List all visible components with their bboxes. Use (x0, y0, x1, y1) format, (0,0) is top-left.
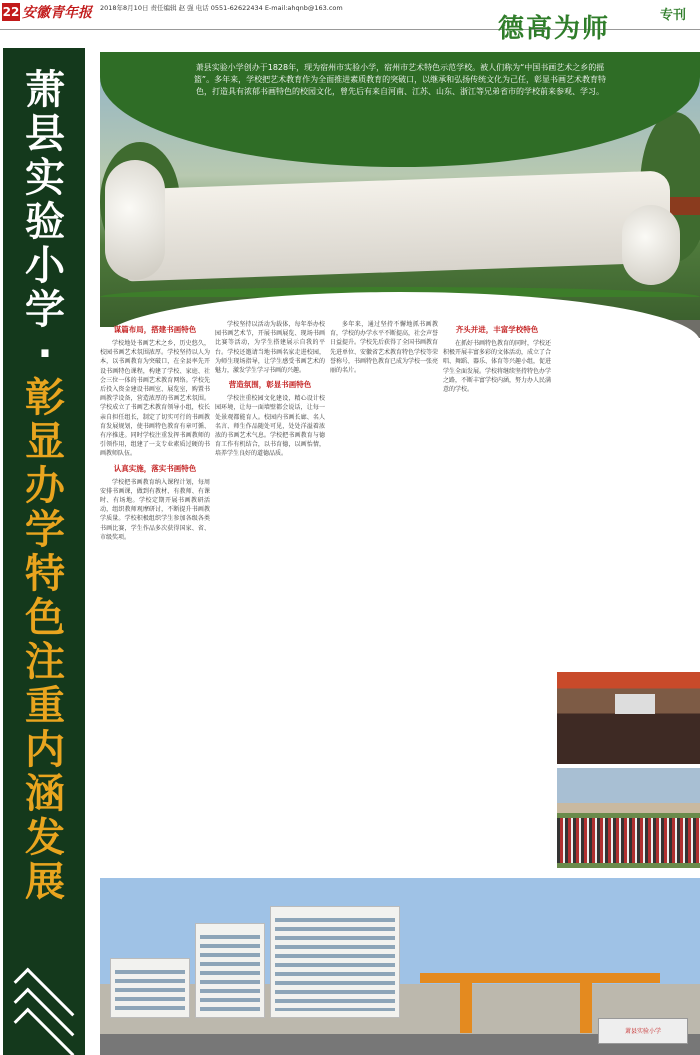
headline-dot: · (37, 331, 53, 377)
column-text: 学校注重校园文化建设，精心设计校园环境，让每一面墙壁都会说话，让每一处景观都能育人。校园内书画长廊、名人名言、师生作品随处可见，处处洋溢着浓浓的书画艺术气息。学校把书画教育与德育工作有机结合，以书育德，以画怡情，培养学生良好的道德品质。 (215, 395, 325, 458)
edition-meta: 2018年8月10日 责任编辑 赵 强 电话 0551-62622434 E-mail:ahqnb@163.com (100, 4, 343, 12)
intro-text: 萧县实验小学创办于1828年，现为宿州市实验小学，宿州市艺术特色示范学校。被人们称为“中国书画艺术之乡的摇篮”。多年来，学校把艺术教育作为全面推进素质教育的突破口，以继承和弘扬传统文化为己任，彰显书画艺术教育特色，打造具有浓郁书画特色的校园文化，曾先后有来自河南、江苏、山东、浙江等兄弟省市的学校前来参观、学习。 (193, 63, 607, 96)
scroll-roll-right (622, 205, 680, 285)
column-heading: 齐头并进，丰富学校特色 (455, 325, 539, 334)
headline (15, 68, 75, 904)
gate-sign: 萧县实验小学 (598, 1018, 688, 1044)
building (270, 906, 400, 1018)
section-title: 德高为师 (498, 14, 611, 44)
column-1 (100, 320, 210, 875)
headline-part3: 注重内涵发展 (25, 639, 65, 905)
page-number: 22 (2, 5, 20, 19)
column-heading: 谋篇布局，搭建书画特色 (113, 325, 197, 334)
column-4 (443, 320, 551, 875)
column-text: 在抓好书画特色教育的同时，学校还积极开展丰富多彩的文体活动，成立了合唱、舞蹈、器乐、体育等兴趣小组，促进学生全面发展。学校将继续坚持特色办学之路，不断丰富学校内涵，努力办人民满意的学校。 (443, 340, 551, 394)
column-text: 学校坚持以活动为载体，每年举办校园书画艺术节，开展书画展览、现场书画比赛等活动，为学生搭建展示自我的平台。学校还邀请当地书画名家走进校园，为师生现场指导，让学生感受书画艺术的魅力，激发学生学习书画的兴趣。 (215, 321, 325, 375)
column-2 (215, 320, 325, 875)
building (110, 958, 190, 1018)
scroll-sculpture (125, 170, 670, 281)
column-text: 多年来，通过坚持不懈地抓书画教育，学校的办学水平不断提高，社会声誉日益提升。学校先后获得了全国书画教育先进单位、安徽省艺术教育特色学校等荣誉称号，书画特色教育已成为学校一张亮丽的名片。 (330, 321, 438, 375)
scroll-roll-left (105, 160, 165, 280)
photo-assembly-hall (557, 672, 700, 764)
headline-part2: 彰显办学特色 (25, 375, 65, 641)
masthead (0, 0, 700, 44)
column-text: 学校地处书画艺术之乡，历史悠久，校园书画艺术氛围浓厚。学校坚持以人为本，以书画教育为突破口，在全县率先开设书画特色课程，构建了学校、家庭、社会三位一体的书画艺术教育网络。学校先后投入资金建设书画室、展览室，购置书画教学设备，营造浓厚的书画艺术氛围。学校成立了书画艺术教育领导小组，校长亲自担任组长，制定了切实可行的书画教育发展规划，使书画特色教育有章可循、有序推进。同时学校注重发挥书画教师的引领作用，组建了一支专业素质过硬的书画教师队伍。 (100, 340, 210, 458)
photo-playground-ceremony (557, 768, 700, 868)
column-heading: 认真实施，落实书画特色 (113, 463, 197, 473)
gate-beam (420, 973, 660, 983)
gate-pillar (580, 983, 592, 1033)
headline-sidebar (3, 48, 85, 1055)
column-3 (330, 320, 438, 875)
crowd (557, 818, 700, 863)
gate-pillar (460, 983, 472, 1033)
section-label: 专刊 (660, 8, 687, 23)
building (195, 923, 265, 1018)
column-heading: 营造氛围，彰显书画特色 (228, 380, 312, 390)
newspaper-brand: 安徽青年报 (22, 5, 92, 21)
headline-part1: 萧县实验小学 (25, 67, 65, 333)
column-text: 学校把书画教育纳入课程计划，每周安排书画课，做到有教材、有教师、有课时、有场地。学校定期开展书画教研活动，组织教师观摩研讨，不断提升书画教学质量。学校积极组织学生参加各级各类书画比赛，学生作品多次获得国家、省、市级奖项。 (100, 478, 210, 541)
stage-screen (615, 694, 655, 714)
